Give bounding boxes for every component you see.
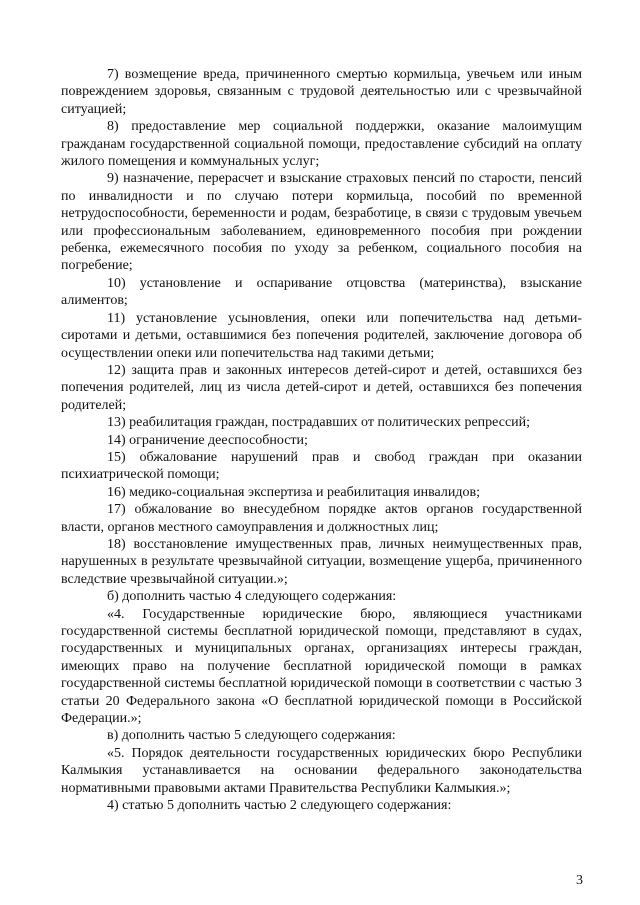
paragraph-amendment-b: б) дополнить частью 4 следующего содержания: — [107, 589, 397, 605]
paragraph-item-13: 13) реабилитация граждан, пострадавших от политических репрессий; — [107, 415, 531, 431]
paragraph-part-5-text: «5. Порядок деятельности государственных юридических бюро Республики Калмыкия устанавливается на основании федерального законодательства нормативными правовыми актами Правительства Республики Калмыкия.»; — [61, 745, 582, 796]
paragraph-item-9: 9) назначение, перерасчет и взыскание страховых пенсий по старости, пенсий по инвалидности и по случаю потери кормильца, пособий по временной нетрудоспособности, беременности и родам, безработице, в связи с трудовым увечьем или профессиональным заболеванием, единовременного пособия при рождении ребенка, ежемесячного пособия по уходу за ребенком, социального пособия на погребение; — [61, 171, 582, 274]
document-body — [61, 66, 582, 814]
paragraph-item-8: 8) предоставление мер социальной поддержки, оказание малоимущим гражданам государственной социальной помощи, предоставление субсидий на оплату жилого помещения и коммунальных услуг; — [61, 119, 582, 170]
paragraph-item-15: 15) обжалование нарушений прав и свобод граждан при оказании психиатрической помощи; — [61, 449, 582, 483]
paragraph-item-7: 7) возмещение вреда, причиненного смертью кормильца, увечьем или иным повреждением здоровья, связанным с трудовой деятельностью или с чрезвычайной ситуацией; — [61, 67, 582, 117]
paragraph-amendment-4: 4) статью 5 дополнить частью 2 следующего содержания: — [107, 798, 452, 814]
paragraph-item-12: 12) защита прав и законных интересов детей-сирот и детей, оставшихся без попечения родителей, лиц из числа детей-сирот и детей, оставшихся без попечения родителей; — [61, 362, 582, 413]
paragraph-item-14: 14) ограничение дееспособности; — [107, 432, 308, 448]
paragraph-item-17: 17) обжалование во внесудебном порядке актов органов государственной власти, органов местного самоуправления и должностных лиц; — [61, 502, 582, 535]
paragraph-part-4-text: «4. Государственные юридические бюро, являющиеся участниками государственной системы бесплатной юридической помощи, представляют в судах, государственных и муниципальных органах, организациях интересы граждан, имеющих право на получение бесплатной юридической помощи в рамках государственной системы бесплатной юридической помощи в соответствии с частью 3 статьи 20 Федерального закона «О бесплатной юридической помощи в Российской Федерации.»; — [61, 606, 582, 727]
paragraph-item-11: 11) установление усыновления, опеки или попечительства над детьми-сиротами и детьми, оставшимися без попечения родителей, заключение договора об осуществлении опеки или попечительства над такими детьми; — [61, 310, 582, 361]
paragraph-amendment-v: в) дополнить частью 5 следующего содержания: — [107, 728, 396, 744]
paragraph-item-16: 16) медико-социальная экспертиза и реабилитация инвалидов; — [107, 484, 480, 500]
page-number: 3 — [576, 873, 583, 888]
paragraph-item-18: 18) восстановление имущественных прав, личных неимущественных прав, нарушенных в результате чрезвычайной ситуации, возмещение ущерба, причиненного вследствие чрезвычайной ситуации.»; — [61, 536, 582, 587]
paragraph-item-10: 10) установление и оспаривание отцовства (материнства), взыскание алиментов; — [61, 275, 582, 309]
